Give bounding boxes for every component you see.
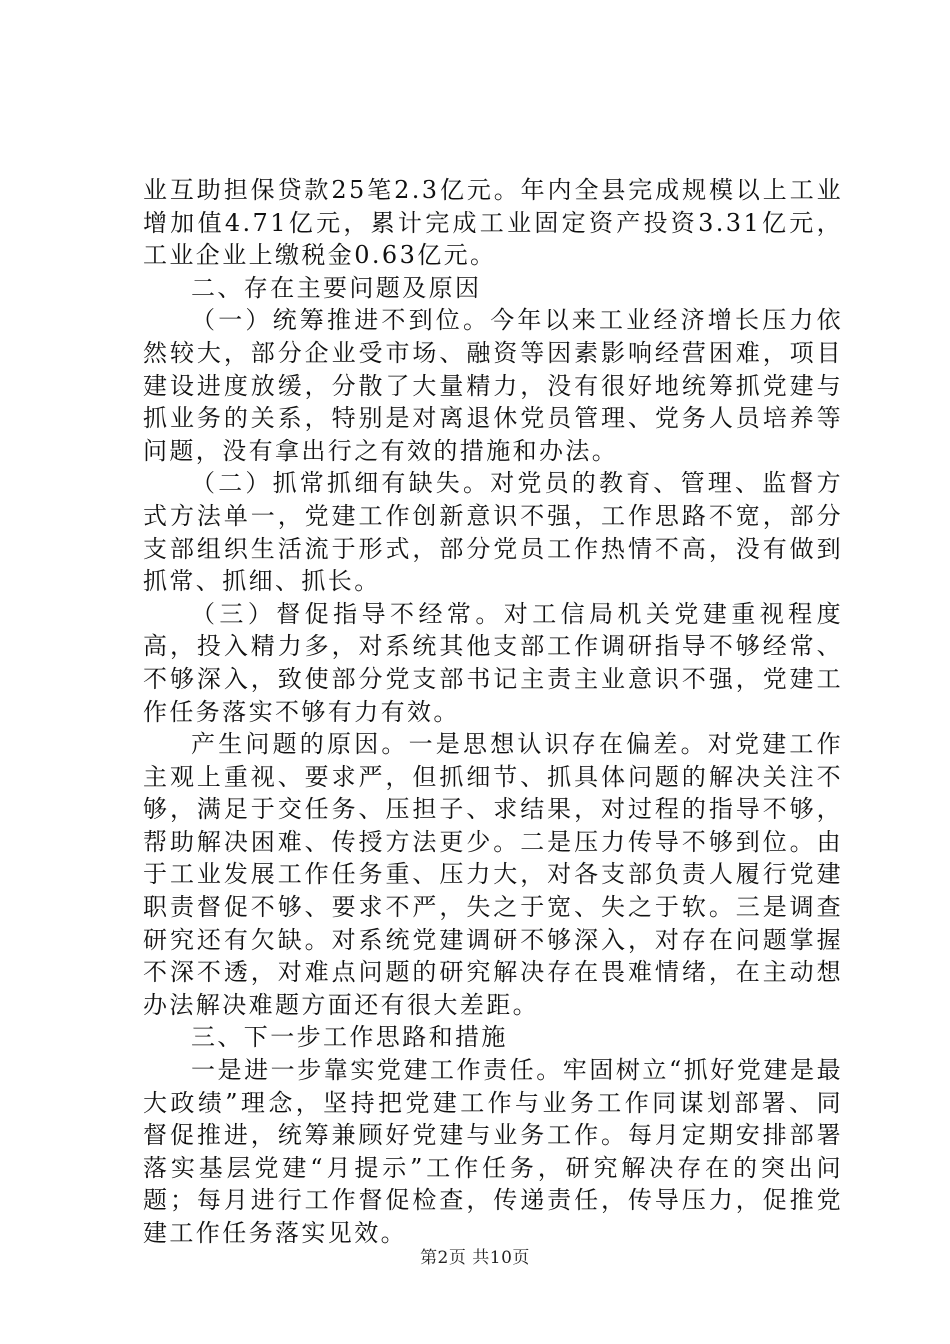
paragraph-causes: 产生问题的原因。一是思想认识存在偏差。对党建工作主观上重视、要求严，但抓细节、抓具体问题的解决关注不够，满足于交任务、压担子、求结果，对过程的指导不够，帮助解决困难、传授方法更少。二是压力传导不够到位。由于工业发展工作任务重、压力大，对各支部负责人履行党建职责督促不够、要求不严，失之于宽、失之于软。三是调查研究还有欠缺。对系统党建调研不够深入，对存在问题掌握不深不透，对难点问题的研究解决存在畏难情绪，在主动想办法解决难题方面还有很大差距。: [143, 730, 843, 1019]
page-number-footer: 第2页 共10页: [420, 1248, 530, 1268]
paragraph-measure-1: 一是进一步靠实党建工作责任。牢固树立“抓好党建是最大政绩”理念，坚持把党建工作与业务工作同谋划部署、同督促推进，统筹兼顾好党建与业务工作。每月定期安排部署落实基层党建“月提示”工作任务，研究解决存在的突出问题；每月进行工作督促检查，传递责任，传导压力，促推党建工作任务落实见效。: [143, 1056, 843, 1247]
paragraph-problem-1: （一）统筹推进不到位。今年以来工业经济增长压力依然较大，部分企业受市场、融资等因素影响经营困难，项目建设进度放缓，分散了大量精力，没有很好地统筹抓党建与抓业务的关系，特别是对离退休党员管理、党务人员培养等问题，没有拿出行之有效的措施和办法。: [143, 306, 843, 465]
section-heading-next-steps: 三、下一步工作思路和措施: [191, 1023, 508, 1052]
paragraph-problem-2: （二）抓常抓细有缺失。对党员的教育、管理、监督方式方法单一，党建工作创新意识不强，工作思路不宽，部分支部组织生活流于形式，部分党员工作热情不高，没有做到抓常、抓细、抓长。: [143, 469, 843, 596]
document-body: [143, 174, 843, 1250]
section-heading-problems: 二、存在主要问题及原因: [191, 273, 482, 302]
paragraph-continuation: 业互助担保贷款25笔2.3亿元。年内全县完成规模以上工业增加值4.71亿元，累计完成工业固定资产投资3.31亿元，工业企业上缴税金0.63亿元。: [143, 176, 843, 270]
paragraph-problem-3: （三）督促指导不经常。对工信局机关党建重视程度高，投入精力多，对系统其他支部工作调研指导不够经常、不够深入，致使部分党支部书记主责主业意识不强，党建工作任务落实不够有力有效。: [143, 599, 843, 726]
